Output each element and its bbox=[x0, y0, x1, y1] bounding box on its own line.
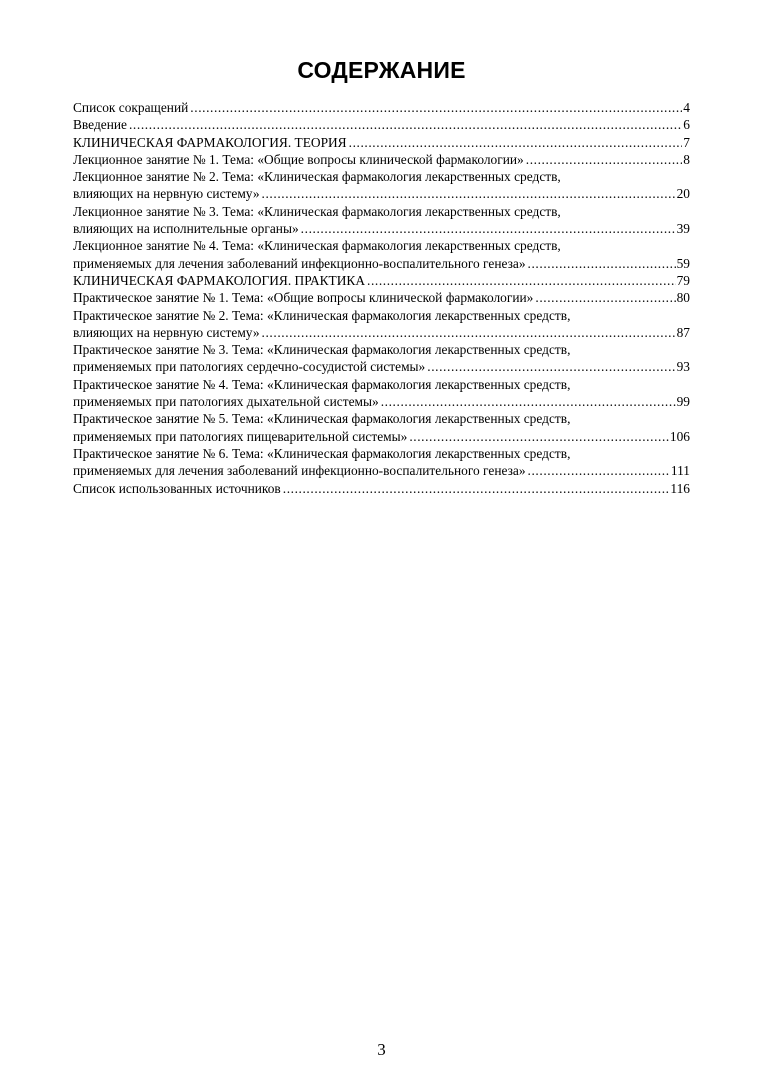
toc-entry-title: Список сокращений bbox=[73, 100, 189, 115]
toc-entry-page-number: 87 bbox=[676, 324, 690, 340]
toc-entry[interactable] bbox=[73, 203, 690, 238]
toc-entry[interactable] bbox=[73, 134, 690, 151]
toc-entry-line bbox=[73, 151, 690, 168]
toc-entry-title: влияющих на исполнительные органы» bbox=[73, 221, 299, 237]
dot-leader bbox=[349, 134, 683, 151]
toc-entry-title: влияющих на нервную систему» bbox=[73, 324, 260, 340]
toc-entry[interactable] bbox=[73, 151, 690, 168]
toc-entry-page-number: 106 bbox=[669, 428, 690, 444]
toc-entry-title: Практическое занятие № 1. Тема: «Общие вопросы клинической фармакологии» bbox=[73, 290, 534, 306]
dot-leader bbox=[526, 151, 683, 168]
toc-entry[interactable] bbox=[73, 168, 690, 203]
toc-entry-line bbox=[73, 116, 690, 133]
toc-entry[interactable] bbox=[73, 480, 690, 497]
toc-entry[interactable] bbox=[73, 410, 690, 445]
toc-entry-page-number: 80 bbox=[676, 290, 690, 306]
dot-leader bbox=[190, 99, 682, 116]
toc-entry-title-line: Практическое занятие № 5. Тема: «Клиническая фармакология лекарственных средств, bbox=[73, 411, 571, 427]
toc-entry-title: применяемых при патологиях дыхательной системы» bbox=[73, 394, 379, 410]
toc-entry[interactable] bbox=[73, 237, 690, 272]
toc-entry[interactable] bbox=[73, 116, 690, 133]
toc-entry-page-number: 116 bbox=[670, 480, 690, 496]
page-number: 3 bbox=[377, 1040, 386, 1059]
toc-entry-title-line: Практическое занятие № 2. Тема: «Клиническая фармакология лекарственных средств, bbox=[73, 307, 571, 323]
toc-entry[interactable] bbox=[73, 307, 690, 342]
toc-entry-title-line: Практическое занятие № 4. Тема: «Клиническая фармакология лекарственных средств, bbox=[73, 376, 571, 392]
toc-entry-title: применяемых при патологиях сердечно-сосудистой системы» bbox=[73, 359, 426, 375]
toc-entry-title-line: Лекционное занятие № 3. Тема: «Клиническая фармакология лекарственных средств, bbox=[73, 203, 561, 219]
table-of-contents bbox=[73, 99, 690, 497]
toc-entry-title-line: Практическое занятие № 6. Тема: «Клиническая фармакология лекарственных средств, bbox=[73, 445, 571, 461]
toc-entry-title: Список использованных источников bbox=[73, 480, 281, 496]
toc-entry-title: Лекционное занятие № 1. Тема: «Общие вопросы клинической фармакологии» bbox=[73, 151, 524, 167]
toc-entry-page-number: 20 bbox=[676, 186, 690, 202]
toc-entry-page-number: 59 bbox=[676, 255, 690, 271]
toc-entry-title: КЛИНИЧЕСКАЯ ФАРМАКОЛОГИЯ. ТЕОРИЯ bbox=[73, 134, 347, 150]
toc-entry-line bbox=[73, 220, 690, 237]
toc-entry-page-number: 4 bbox=[683, 100, 690, 115]
toc-entry-page-number: 39 bbox=[676, 221, 690, 237]
toc-entry-line bbox=[73, 289, 690, 306]
toc-entry-title: Введение bbox=[73, 117, 127, 133]
toc-entry[interactable] bbox=[73, 272, 690, 289]
toc-entry-line bbox=[73, 185, 690, 202]
toc-entry-line bbox=[73, 99, 690, 116]
toc-entry-line bbox=[73, 393, 690, 410]
dot-leader bbox=[262, 185, 676, 202]
toc-entry-title: КЛИНИЧЕСКАЯ ФАРМАКОЛОГИЯ. ПРАКТИКА bbox=[73, 272, 365, 288]
toc-entry[interactable] bbox=[73, 289, 690, 306]
toc-entry-page-number: 79 bbox=[676, 272, 690, 288]
toc-entry[interactable] bbox=[73, 445, 690, 480]
toc-entry-line bbox=[73, 324, 690, 341]
dot-leader bbox=[129, 116, 682, 133]
toc-entry-title: применяемых для лечения заболеваний инфекционно-воспалительного генеза» bbox=[73, 255, 526, 271]
toc-entry[interactable] bbox=[73, 376, 690, 411]
dot-leader bbox=[367, 272, 676, 289]
toc-entry-title-line: Лекционное занятие № 4. Тема: «Клиническая фармакология лекарственных средств, bbox=[73, 238, 561, 254]
toc-entry-title: применяемых для лечения заболеваний инфекционно-воспалительного генеза» bbox=[73, 463, 526, 479]
dot-leader bbox=[283, 480, 670, 497]
toc-entry-title: применяемых при патологиях пищеварительной системы» bbox=[73, 428, 408, 444]
toc-entry[interactable] bbox=[73, 99, 690, 116]
toc-entry-title-line: Практическое занятие № 3. Тема: «Клиническая фармакология лекарственных средств, bbox=[73, 342, 571, 358]
toc-entry-line bbox=[73, 255, 690, 272]
toc-entry[interactable] bbox=[73, 341, 690, 376]
dot-leader bbox=[262, 324, 676, 341]
toc-entry-line bbox=[73, 480, 690, 497]
toc-entry-line bbox=[73, 134, 690, 151]
dot-leader bbox=[528, 462, 670, 479]
toc-entry-line bbox=[73, 358, 690, 375]
dot-leader bbox=[528, 255, 676, 272]
toc-entry-line bbox=[73, 272, 690, 289]
toc-entry-page-number: 6 bbox=[683, 117, 690, 133]
dot-leader bbox=[535, 289, 675, 306]
dot-leader bbox=[427, 358, 675, 375]
toc-entry-line bbox=[73, 462, 690, 479]
toc-entry-title: влияющих на нервную систему» bbox=[73, 186, 260, 202]
toc-entry-page-number: 111 bbox=[670, 463, 690, 479]
toc-entry-page-number: 8 bbox=[683, 151, 690, 167]
toc-entry-page-number: 93 bbox=[676, 359, 690, 375]
toc-entry-title-line: Лекционное занятие № 2. Тема: «Клиническая фармакология лекарственных средств, bbox=[73, 169, 561, 185]
toc-entry-page-number: 99 bbox=[676, 394, 690, 410]
dot-leader bbox=[381, 393, 676, 410]
page-title: СОДЕРЖАНИЕ bbox=[297, 57, 466, 83]
toc-entry-line bbox=[73, 428, 690, 445]
toc-entry-page-number: 7 bbox=[683, 134, 690, 150]
dot-leader bbox=[301, 220, 676, 237]
dot-leader bbox=[409, 428, 669, 445]
